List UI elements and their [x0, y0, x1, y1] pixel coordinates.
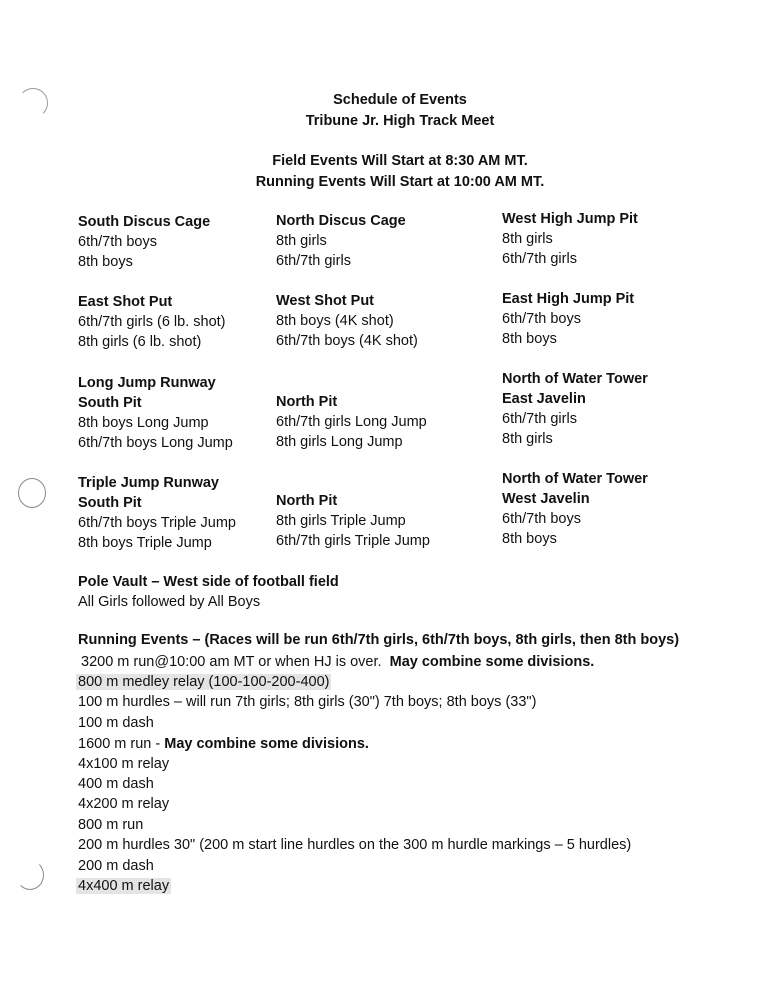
javelin-heading: West Javelin: [502, 491, 590, 507]
division-line: 8th boys Triple Jump: [78, 535, 212, 551]
pit-heading: North Pit: [276, 493, 338, 509]
location-heading: Long Jump Runway: [78, 375, 216, 391]
javelin-heading: East Javelin: [502, 391, 586, 407]
pole-vault: [78, 572, 339, 612]
division-line: 8th boys: [502, 531, 557, 547]
pit-heading: South Pit: [78, 495, 142, 511]
event-label: 800 m medley relay (100-100-200-400): [78, 674, 330, 690]
pole-vault-heading: Pole Vault – West side of football field: [78, 574, 339, 590]
division-line: 8th boys: [78, 254, 133, 270]
running-event-400m-dash: 400 m dash: [78, 776, 154, 792]
pit-heading: North Pit: [276, 394, 338, 410]
running-event-4x400-relay: [78, 876, 171, 896]
running-event-100m-hurdles: 100 m hurdles – will run 7th girls; 8th girls (30") 7th boys; 8th boys (33"): [78, 694, 537, 710]
east-shot-put: [78, 292, 226, 352]
binder-hole-middle: [18, 478, 46, 508]
running-event-1600m: [78, 734, 369, 754]
event-note: May combine some divisions.: [389, 654, 595, 670]
location-heading: Triple Jump Runway: [78, 475, 219, 491]
running-event-4x200-relay: 4x200 m relay: [78, 796, 170, 812]
location-heading: South Discus Cage: [78, 214, 211, 230]
running-events-heading: Running Events – (Races will be run 6th/7th girls, 6th/7th boys, 8th girls, then 8th boys): [78, 632, 680, 648]
division-line: 8th girls: [276, 233, 327, 249]
division-line: 6th/7th boys Long Jump: [78, 435, 233, 451]
event-label: 4x400 m relay: [78, 878, 170, 894]
pit-heading: South Pit: [78, 395, 142, 411]
location-heading: West High Jump Pit: [502, 211, 638, 227]
division-line: 6th/7th boys: [502, 511, 581, 527]
division-line: 6th/7th boys (4K shot): [276, 333, 418, 349]
west-high-jump-pit: [502, 209, 638, 269]
location-heading: North of Water Tower: [502, 471, 648, 487]
running-event-800m-run: 800 m run: [78, 817, 144, 833]
running-event-4x100-relay: 4x100 m relay: [78, 756, 170, 772]
triple-jump-south-pit: [78, 473, 236, 553]
long-jump-north-pit: [276, 392, 427, 452]
event-label: 1600 m run -: [78, 736, 165, 752]
division-line: 8th boys: [502, 331, 557, 347]
division-line: 6th/7th girls (6 lb. shot): [78, 314, 226, 330]
field-start-time: Field Events Will Start at 8:30 AM MT.: [272, 153, 528, 169]
south-discus-cage: [78, 212, 210, 272]
location-heading: North Discus Cage: [276, 213, 406, 229]
division-line: 6th/7th boys: [502, 311, 581, 327]
event-note: May combine some divisions.: [164, 736, 369, 752]
document-subtitle: Tribune Jr. High Track Meet: [305, 113, 495, 129]
long-jump-south-pit: [78, 373, 233, 453]
location-heading: North of Water Tower: [502, 371, 648, 387]
division-line: 8th girls (6 lb. shot): [78, 334, 202, 350]
running-event-800m-medley: [78, 672, 331, 692]
division-line: 8th girls: [502, 431, 553, 447]
running-start-time: Running Events Will Start at 10:00 AM MT.: [255, 174, 545, 190]
binder-hole-bottom: [16, 860, 44, 890]
document-title: Schedule of Events: [333, 92, 467, 108]
division-line: 6th/7th girls Long Jump: [276, 414, 427, 430]
division-line: 8th boys (4K shot): [276, 313, 394, 329]
division-line: 6th/7th girls: [502, 411, 577, 427]
division-line: 8th girls Long Jump: [276, 434, 403, 450]
division-line: 8th girls: [502, 231, 553, 247]
division-line: 8th boys Long Jump: [78, 415, 209, 431]
location-heading: East Shot Put: [78, 294, 173, 310]
running-event-200m-dash: 200 m dash: [78, 858, 154, 874]
location-heading: East High Jump Pit: [502, 291, 635, 307]
running-event-3200m: [81, 652, 594, 672]
west-javelin: [502, 469, 648, 549]
running-event-200m-hurdles: 200 m hurdles 30" (200 m start line hurdles on the 300 m hurdle markings – 5 hurdles): [78, 837, 632, 853]
north-discus-cage: [276, 211, 406, 271]
east-javelin: [502, 369, 648, 449]
event-label: 3200 m run@10:00 am MT or when HJ is over.: [81, 654, 382, 670]
division-line: 6th/7th boys Triple Jump: [78, 515, 236, 531]
division-line: 6th/7th girls: [502, 251, 577, 267]
division-line: 6th/7th girls: [276, 253, 351, 269]
location-heading: West Shot Put: [276, 293, 375, 309]
triple-jump-north-pit: [276, 491, 430, 551]
pole-vault-order: All Girls followed by All Boys: [78, 594, 261, 610]
west-shot-put: [276, 291, 418, 351]
division-line: 6th/7th boys: [78, 234, 157, 250]
division-line: 8th girls Triple Jump: [276, 513, 406, 529]
east-high-jump-pit: [502, 289, 634, 349]
division-line: 6th/7th girls Triple Jump: [276, 533, 430, 549]
running-event-100m-dash: 100 m dash: [78, 715, 154, 731]
